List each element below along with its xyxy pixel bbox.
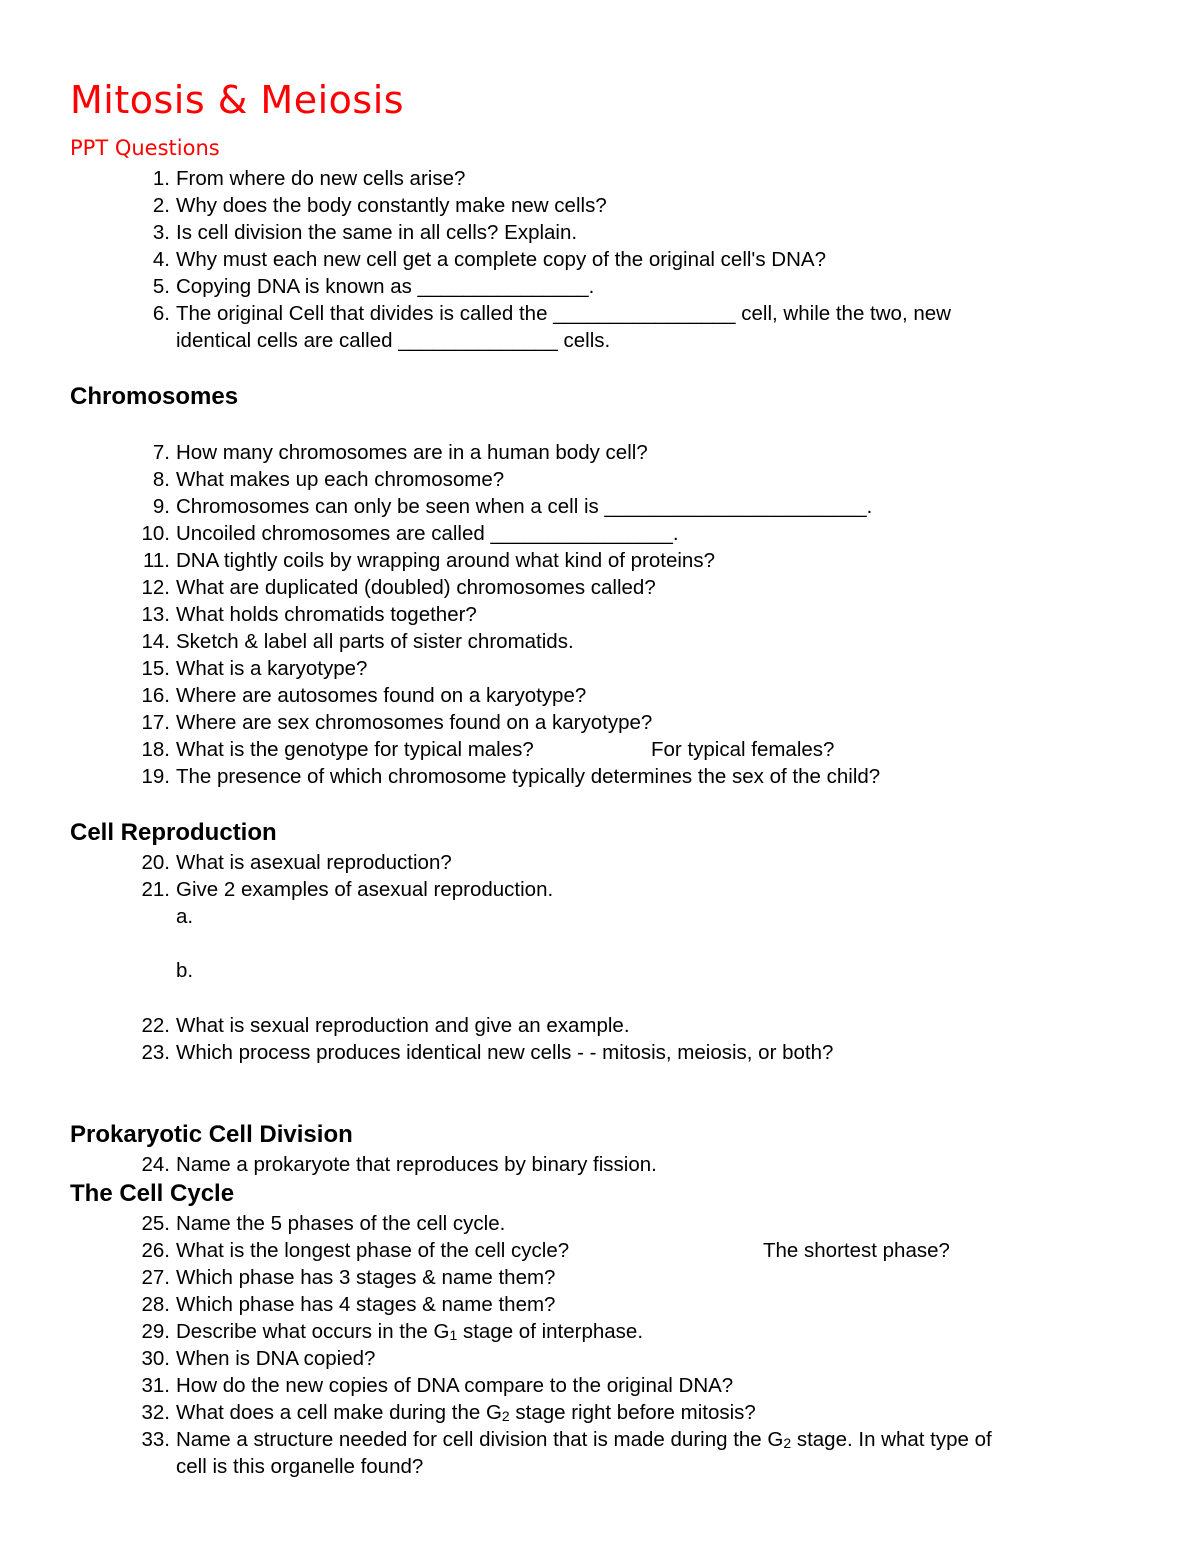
- question-item: [0, 300, 1200, 354]
- question-text: Why does the body constantly make new cells?: [176, 194, 607, 217]
- question-number: 21.: [141, 878, 170, 901]
- question-text: Where are sex chromosomes found on a karyotype?: [176, 711, 653, 734]
- question-number: 25.: [141, 1212, 170, 1235]
- question-number: 3.: [152, 221, 170, 244]
- question-text: What is sexual reproduction and give an example.: [176, 1014, 630, 1037]
- question-number: 24.: [141, 1153, 170, 1176]
- question-number: 13.: [141, 603, 170, 626]
- question-text: Name a prokaryote that reproduces by binary fission.: [176, 1153, 657, 1176]
- question-number: 28.: [141, 1293, 170, 1316]
- question-number: 7.: [152, 441, 170, 464]
- question-text-secondary: The shortest phase?: [763, 1239, 950, 1262]
- question-number: 26.: [141, 1239, 170, 1262]
- question-item: [0, 1264, 1200, 1291]
- question-number: 5.: [152, 275, 170, 298]
- question-text-continued: identical cells are called ______________ cells.: [176, 329, 611, 352]
- question-text-part: What does a cell make during the G: [176, 1401, 502, 1424]
- chromosomes-question-list: [0, 439, 1200, 790]
- question-number: 32.: [141, 1401, 170, 1424]
- question-text: [176, 1399, 756, 1426]
- section-heading-cell-cycle: The Cell Cycle: [70, 1180, 235, 1207]
- subscript: 2: [783, 1435, 792, 1451]
- question-item: [0, 849, 1200, 876]
- question-number: 20.: [141, 851, 170, 874]
- question-number: 17.: [141, 711, 170, 734]
- question-text: From where do new cells arise?: [176, 167, 466, 190]
- question-text: Uncoiled chromosomes are called ________________.: [176, 522, 679, 545]
- question-item: [0, 1151, 1200, 1178]
- question-text: What holds chromatids together?: [176, 603, 477, 626]
- question-item: [0, 192, 1200, 219]
- question-text: What makes up each chromosome?: [176, 468, 505, 491]
- question-item: [0, 1291, 1200, 1318]
- question-item: [0, 1318, 1200, 1345]
- question-item: [0, 763, 1200, 790]
- question-text: How many chromosomes are in a human body cell?: [176, 441, 648, 464]
- question-number: 19.: [141, 765, 170, 788]
- question-item: [0, 1345, 1200, 1372]
- sub-item-b: b.: [176, 959, 194, 982]
- question-item: [0, 1426, 1200, 1480]
- question-number: 6.: [152, 302, 170, 325]
- question-text-secondary: For typical females?: [651, 738, 835, 761]
- question-item: [0, 439, 1200, 466]
- question-number: 2.: [152, 194, 170, 217]
- question-number: 10.: [141, 522, 170, 545]
- section-heading-chromosomes: Chromosomes: [70, 383, 239, 410]
- question-text: The presence of which chromosome typically determines the sex of the child?: [176, 765, 881, 788]
- question-number: 29.: [141, 1320, 170, 1343]
- question-number: 12.: [141, 576, 170, 599]
- page-subtitle: PPT Questions: [70, 136, 220, 160]
- question-item: [0, 219, 1200, 246]
- section-heading-prokaryotic-cell-division: Prokaryotic Cell Division: [70, 1121, 353, 1148]
- question-item: [0, 246, 1200, 273]
- question-text: [176, 1318, 643, 1345]
- question-text: What is asexual reproduction?: [176, 851, 452, 874]
- question-number: 15.: [141, 657, 170, 680]
- question-item: [0, 1237, 1200, 1264]
- question-number: 8.: [152, 468, 170, 491]
- question-number: 33.: [141, 1428, 170, 1451]
- question-text: What are duplicated (doubled) chromosomes called?: [176, 576, 656, 599]
- question-text-part: Name a structure needed for cell division that is made during the G: [176, 1428, 784, 1451]
- question-text: Copying DNA is known as _______________.: [176, 275, 595, 298]
- question-text: Why must each new cell get a complete copy of the original cell's DNA?: [176, 248, 826, 271]
- question-item: [0, 466, 1200, 493]
- question-text-part: stage. In what type of: [791, 1428, 992, 1451]
- question-text: What is the genotype for typical males?: [176, 738, 534, 761]
- subscript: 2: [501, 1408, 510, 1424]
- question-item: [0, 628, 1200, 655]
- reproduction-question-list-continued: [0, 1012, 1200, 1066]
- question-number: 14.: [141, 630, 170, 653]
- question-text: How do the new copies of DNA compare to the original DNA?: [176, 1374, 734, 1397]
- question-text: Sketch & label all parts of sister chromatids.: [176, 630, 574, 653]
- question-text: Which phase has 4 stages & name them?: [176, 1293, 556, 1316]
- question-item: [0, 574, 1200, 601]
- question-number: 18.: [141, 738, 170, 761]
- question-text: What is a karyotype?: [176, 657, 368, 680]
- question-item: [0, 273, 1200, 300]
- question-item: [0, 520, 1200, 547]
- question-text: What is the longest phase of the cell cycle?: [176, 1239, 570, 1262]
- question-text: DNA tightly coils by wrapping around what kind of proteins?: [176, 549, 715, 572]
- question-text: Is cell division the same in all cells? Explain.: [176, 221, 578, 244]
- question-item: [0, 1372, 1200, 1399]
- question-number: 11.: [143, 549, 170, 572]
- question-text: Give 2 examples of asexual reproduction.: [176, 878, 554, 901]
- question-number: 27.: [141, 1266, 170, 1289]
- intro-question-list: [0, 165, 1200, 354]
- subscript: 1: [449, 1327, 458, 1343]
- question-item: [0, 1039, 1200, 1066]
- question-text: Which phase has 3 stages & name them?: [176, 1266, 556, 1289]
- question-item: [0, 601, 1200, 628]
- question-text: Which process produces identical new cells - - mitosis, meiosis, or both?: [176, 1041, 834, 1064]
- question-item: [0, 1399, 1200, 1426]
- question-text-part: Describe what occurs in the G: [176, 1320, 450, 1343]
- question-number: 4.: [152, 248, 170, 271]
- question-number: 22.: [141, 1014, 170, 1037]
- section-heading-cell-reproduction: Cell Reproduction: [70, 819, 277, 846]
- question-number: 16.: [141, 684, 170, 707]
- question-text: [176, 1426, 992, 1453]
- question-text: Chromosomes can only be seen when a cell is _______________________.: [176, 495, 873, 518]
- question-item: [0, 547, 1200, 574]
- question-text-part: stage of interphase.: [457, 1320, 644, 1343]
- question-number: 30.: [141, 1347, 170, 1370]
- question-text: Where are autosomes found on a karyotype?: [176, 684, 587, 707]
- question-item: [0, 876, 1200, 903]
- question-number: 1.: [152, 167, 170, 190]
- question-text: When is DNA copied?: [176, 1347, 376, 1370]
- question-number: 31.: [141, 1374, 170, 1397]
- question-item: [0, 736, 1200, 763]
- question-item: [0, 682, 1200, 709]
- question-item: [0, 1012, 1200, 1039]
- question-item: [0, 709, 1200, 736]
- question-number: 9.: [152, 495, 170, 518]
- question-item: [0, 655, 1200, 682]
- question-number: 23.: [141, 1041, 170, 1064]
- question-item: [0, 493, 1200, 520]
- sub-item-a: a.: [176, 905, 194, 928]
- page-title: Mitosis & Meiosis: [70, 78, 405, 122]
- question-text-continued: cell is this organelle found?: [176, 1455, 424, 1478]
- question-item: [0, 165, 1200, 192]
- reproduction-question-list: [0, 849, 1200, 903]
- question-text-part: stage right before mitosis?: [509, 1401, 756, 1424]
- question-text: The original Cell that divides is called the ________________ cell, while the two, new: [176, 302, 951, 325]
- prokaryotic-question-list: [0, 1151, 1200, 1178]
- question-item: [0, 1210, 1200, 1237]
- cell-cycle-question-list: [0, 1210, 1200, 1480]
- question-text: Name the 5 phases of the cell cycle.: [176, 1212, 506, 1235]
